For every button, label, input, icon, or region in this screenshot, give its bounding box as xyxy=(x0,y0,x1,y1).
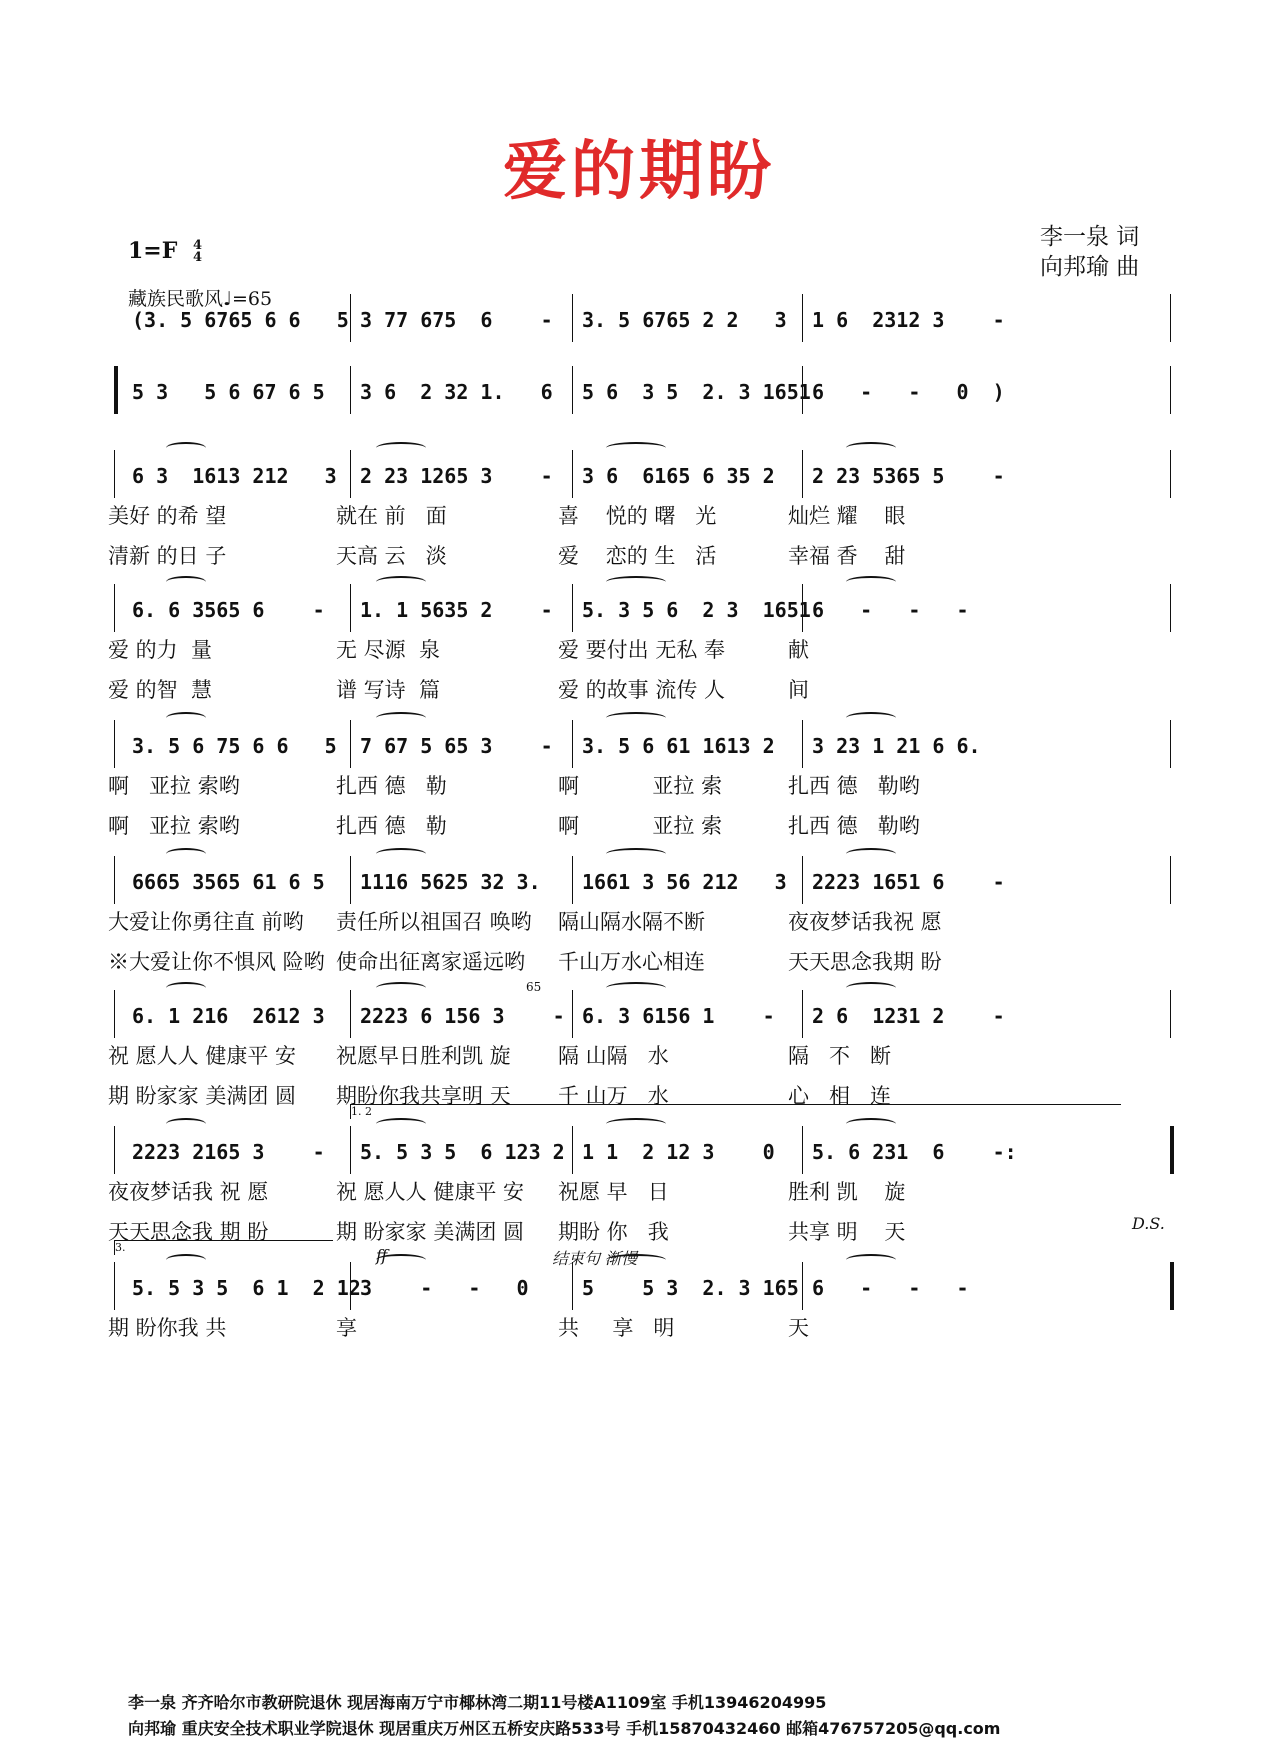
slur-mark xyxy=(166,712,206,724)
lyric-text: 爱 的故事 流传 人 xyxy=(558,678,726,702)
slur-mark xyxy=(376,1118,426,1130)
slur-mark xyxy=(606,848,666,860)
slur-mark xyxy=(376,848,426,860)
measure-notes: 2 23 1265 3 - xyxy=(360,464,553,488)
slur-mark xyxy=(606,712,666,724)
barline xyxy=(1170,584,1171,632)
slur-mark xyxy=(846,1254,896,1266)
lyric-text: 千山万水心相连 xyxy=(558,950,705,974)
lyric-text: 祝 愿人人 健康平 安 xyxy=(108,1044,297,1068)
barline xyxy=(802,366,803,414)
credits xyxy=(1040,222,1139,282)
lyric-text: 天天思念我 期 盼 xyxy=(108,1220,269,1244)
barline xyxy=(1170,450,1171,498)
lyric-text: 期盼 你 我 xyxy=(558,1220,669,1244)
slur-mark xyxy=(376,576,426,588)
lyric-line xyxy=(108,630,1176,670)
music-system xyxy=(126,300,1176,340)
lyric-text: 无 尽源 泉 xyxy=(336,638,441,662)
slur-mark xyxy=(376,982,426,994)
notes-line xyxy=(126,300,1176,340)
lyric-text: 祝 愿人人 健康平 安 xyxy=(336,1180,525,1204)
lyric-line xyxy=(108,942,1176,982)
measure-notes: 5 5 3 2. 3 165 xyxy=(582,1276,799,1300)
lyric-line xyxy=(108,496,1176,536)
lyric-text: 灿烂 耀 眼 xyxy=(788,504,906,528)
slur-mark xyxy=(606,982,666,994)
barline xyxy=(802,990,803,1038)
song-title: 爱的期盼 xyxy=(503,135,775,209)
slur-mark xyxy=(846,576,896,588)
measure-notes: 6 - - - xyxy=(812,598,969,622)
slur-mark xyxy=(166,1118,206,1130)
composer-credit: 向邦瑜 曲 xyxy=(1040,254,1140,280)
lyric-text: 期 盼家家 美满团 圆 xyxy=(108,1084,297,1108)
measure-notes: 5 6 3 5 2. 3 1651 xyxy=(582,380,811,404)
measure-notes: 2 6 1231 2 - xyxy=(812,1004,1005,1028)
lyric-text: 隔山隔水隔不断 xyxy=(558,910,705,934)
barline xyxy=(572,366,573,414)
lyric-line xyxy=(108,1308,1176,1348)
lyric-line xyxy=(108,1036,1176,1076)
time-signature xyxy=(193,240,202,264)
lyric-text: 祝愿 早 日 xyxy=(558,1180,669,1204)
barline xyxy=(114,1126,115,1174)
barline xyxy=(1170,856,1171,904)
measure-notes: 2223 6 156 3 - xyxy=(360,1004,565,1028)
barline xyxy=(350,856,351,904)
notes-line xyxy=(126,1268,1176,1308)
barline xyxy=(1170,1126,1174,1174)
measure-notes: 2223 2165 3 - xyxy=(132,1140,325,1164)
barline xyxy=(1170,720,1171,768)
lyric-text: 美好 的希 望 xyxy=(108,504,227,528)
music-system xyxy=(126,372,1176,412)
lyric-text: 千 山万 水 xyxy=(558,1084,669,1108)
dynamic-mark: ff xyxy=(376,1246,388,1265)
slur-mark xyxy=(166,982,206,994)
footer-line: 向邦瑜 重庆安全技术职业学院退休 现居重庆万州区五桥安庆路533号 手机15870432460 邮箱476757205@qq.com xyxy=(128,1719,1001,1738)
notes-line xyxy=(126,726,1176,766)
lyric-text: 啊 亚拉 索哟 xyxy=(108,774,240,798)
slur-mark xyxy=(166,576,206,588)
measure-notes: 1. 1 5635 2 - xyxy=(360,598,553,622)
footer xyxy=(128,1690,1000,1742)
measure-notes: 6. 6 3565 6 - xyxy=(132,598,325,622)
barline xyxy=(350,366,351,414)
lyric-text: 啊 亚拉 索哟 xyxy=(108,814,240,838)
measure-notes: 3. 5 6765 2 2 3 xyxy=(582,308,787,332)
lyric-text: 享 xyxy=(336,1316,357,1340)
barline xyxy=(350,294,351,342)
measure-notes: 3. 5 6 75 6 6 5 xyxy=(132,734,337,758)
lyric-text: 天 xyxy=(788,1316,809,1340)
lyric-text: 大爱让你勇往直 前哟 xyxy=(108,910,304,934)
slur-mark xyxy=(166,442,206,454)
lyric-text: ※大爱让你不惧风 险哟 xyxy=(108,950,325,974)
notes-line xyxy=(126,590,1176,630)
lyric-text: 间 xyxy=(788,678,809,702)
lyric-text: 共 享 明 xyxy=(558,1316,675,1340)
barline xyxy=(572,1126,573,1174)
barline xyxy=(114,450,115,498)
barline xyxy=(572,450,573,498)
ds-mark: D.S. xyxy=(1132,1214,1165,1233)
measure-notes: 6. 1 216 2612 3 xyxy=(132,1004,325,1028)
lyric-text: 祝愿早日胜利凯 旋 xyxy=(336,1044,511,1068)
key-signature xyxy=(128,238,202,264)
barline xyxy=(572,294,573,342)
slur-mark xyxy=(846,1118,896,1130)
lyric-text: 共享 明 天 xyxy=(788,1220,906,1244)
measure-notes: 1116 5625 32 3. xyxy=(360,870,541,894)
lyric-text: 爱 的力 量 xyxy=(108,638,213,662)
barline xyxy=(1170,990,1171,1038)
measure-notes: 5. 5 3 5 6 123 2 xyxy=(360,1140,565,1164)
notes-line xyxy=(126,372,1176,412)
measure-notes: 3 23 1 21 6 6. xyxy=(812,734,981,758)
lyric-text: 喜 悦的 曙 光 xyxy=(558,504,717,528)
measure-notes: 3 77 675 6 - xyxy=(360,308,553,332)
music-system xyxy=(108,862,1176,982)
music-system xyxy=(108,726,1176,846)
barline xyxy=(350,1126,351,1174)
slur-mark xyxy=(846,442,896,454)
notes-line xyxy=(126,996,1176,1036)
music-system xyxy=(108,590,1176,710)
barline xyxy=(350,450,351,498)
barline xyxy=(114,366,118,414)
slur-mark xyxy=(846,712,896,724)
lyric-line xyxy=(108,536,1176,576)
barline xyxy=(802,856,803,904)
music-system xyxy=(108,456,1176,576)
lyric-text: 谱 写诗 篇 xyxy=(336,678,441,702)
lyric-line xyxy=(108,1172,1176,1212)
slur-mark xyxy=(846,848,896,860)
barline xyxy=(802,1126,803,1174)
lyric-text: 幸福 香 甜 xyxy=(788,544,906,568)
barline xyxy=(350,1262,351,1310)
barline xyxy=(572,856,573,904)
barline xyxy=(1170,366,1171,414)
time-signature-top: 4 xyxy=(193,238,203,253)
barline xyxy=(802,294,803,342)
measure-notes: 5 3 5 6 67 6 5 xyxy=(132,380,325,404)
barline xyxy=(572,1262,573,1310)
measure-notes: 3. 5 6 61 1613 2 xyxy=(582,734,775,758)
lyric-text: 就在 前 面 xyxy=(336,504,447,528)
lyric-line xyxy=(108,766,1176,806)
measure-notes: 1 1 2 12 3 0 xyxy=(582,1140,775,1164)
lyric-line xyxy=(108,902,1176,942)
lyric-text: 啊 亚拉 索 xyxy=(558,774,723,798)
notes-line xyxy=(126,456,1176,496)
lyric-line xyxy=(108,670,1176,710)
measure-notes: 3 - - 0 xyxy=(360,1276,529,1300)
notes-line xyxy=(126,1132,1176,1172)
slur-mark xyxy=(846,982,896,994)
time-signature-bottom: 4 xyxy=(193,250,203,265)
measure-notes: 7 67 5 65 3 - xyxy=(360,734,553,758)
lyric-text: 期盼你我共享明 天 xyxy=(336,1084,511,1108)
lyric-text: 爱 恋的 生 活 xyxy=(558,544,717,568)
slur-mark xyxy=(166,1254,206,1266)
lyric-text: 扎西 德 勒 xyxy=(336,774,447,798)
barline xyxy=(114,584,115,632)
slur-mark xyxy=(606,576,666,588)
lyric-text: 夜夜梦话我 祝 愿 xyxy=(108,1180,269,1204)
lyric-line xyxy=(108,806,1176,846)
measure-notes: 5. 3 5 6 2 3 1651 xyxy=(582,598,811,622)
slur-mark xyxy=(376,712,426,724)
style-tempo: 藏族民歌风♩=65 xyxy=(128,288,273,310)
lyric-text: 夜夜梦话我祝 愿 xyxy=(788,910,942,934)
measure-notes: 2 23 5365 5 - xyxy=(812,464,1005,488)
measure-notes: 6. 3 6156 1 - xyxy=(582,1004,775,1028)
lyric-text: 爱 的智 慧 xyxy=(108,678,213,702)
barline xyxy=(802,720,803,768)
slur-mark xyxy=(376,442,426,454)
lyric-text: 隔 不 断 xyxy=(788,1044,892,1068)
notes-line xyxy=(126,862,1176,902)
lyric-text: 责任所以祖国召 唤哟 xyxy=(336,910,532,934)
barline xyxy=(114,1262,115,1310)
lyric-text: 清新 的日 子 xyxy=(108,544,227,568)
slur-mark xyxy=(166,848,206,860)
measure-notes: 5. 5 3 5 6 1 2 12 xyxy=(132,1276,361,1300)
slur-mark xyxy=(606,1118,666,1130)
measure-notes: 1661 3 56 212 3 xyxy=(582,870,787,894)
lyric-text: 爱 要付出 无私 奉 xyxy=(558,638,726,662)
barline xyxy=(572,720,573,768)
barline xyxy=(114,720,115,768)
barline xyxy=(350,584,351,632)
measure-notes: 5. 6 231 6 -: xyxy=(812,1140,1017,1164)
measure-notes: 3 6 2 32 1. 6 xyxy=(360,380,553,404)
measure-notes: (3. 5 6765 6 6 5 xyxy=(132,308,349,332)
barline xyxy=(350,720,351,768)
barline xyxy=(802,450,803,498)
lyric-text: 使命出征离家遥远哟 xyxy=(336,950,525,974)
lyric-text: 扎西 德 勒哟 xyxy=(788,814,920,838)
volta-bracket: 1. 2 xyxy=(350,1104,1121,1119)
measure-notes: 6 - - 0 ) xyxy=(812,380,1005,404)
lyric-text: 心 相 连 xyxy=(788,1084,892,1108)
lyric-text: 扎西 德 勒哟 xyxy=(788,774,920,798)
key-label: 1=F xyxy=(128,238,178,264)
lyric-text: 天天思念我期 盼 xyxy=(788,950,942,974)
barline xyxy=(1170,294,1171,342)
lyric-text: 胜利 凯 旋 xyxy=(788,1180,906,1204)
tempo-mark: 结束句 渐慢 xyxy=(552,1249,638,1268)
measure-notes: 6 - - - xyxy=(812,1276,969,1300)
lyric-text: 期 盼你我 共 xyxy=(108,1316,227,1340)
lyric-text: 隔 山隔 水 xyxy=(558,1044,669,1068)
barline xyxy=(572,990,573,1038)
lyric-text: 扎西 德 勒 xyxy=(336,814,447,838)
barline xyxy=(114,856,115,904)
footer-line: 李一泉 齐齐哈尔市教研院退休 现居海南万宁市椰林湾二期11号楼A1109室 手机13946204995 xyxy=(128,1693,827,1712)
music-system xyxy=(108,1241,1176,1348)
slur-mark xyxy=(606,442,666,454)
measure-notes: 6 3 1613 212 3 xyxy=(132,464,337,488)
barline xyxy=(802,584,803,632)
measure-notes: 1 6 2312 3 - xyxy=(812,308,1005,332)
barline xyxy=(114,990,115,1038)
music-system xyxy=(108,1105,1176,1252)
lyricist-credit: 李一泉 词 xyxy=(1040,224,1140,250)
measure-notes: 2223 1651 6 - xyxy=(812,870,1005,894)
barline xyxy=(572,584,573,632)
music-system xyxy=(108,980,1176,1116)
lyric-text: 天高 云 淡 xyxy=(336,544,447,568)
barline xyxy=(1170,1262,1174,1310)
barline xyxy=(350,990,351,1038)
lyric-text: 献 xyxy=(788,638,809,662)
lyric-text: 期 盼家家 美满团 圆 xyxy=(336,1220,525,1244)
barline xyxy=(802,1262,803,1310)
volta-bracket: 3. xyxy=(114,1240,333,1255)
grace-note: 65 xyxy=(526,980,542,994)
lyric-text: 啊 亚拉 索 xyxy=(558,814,723,838)
measure-notes: 3 6 6165 6 35 2 xyxy=(582,464,775,488)
measure-notes: 6665 3565 61 6 5 xyxy=(132,870,325,894)
